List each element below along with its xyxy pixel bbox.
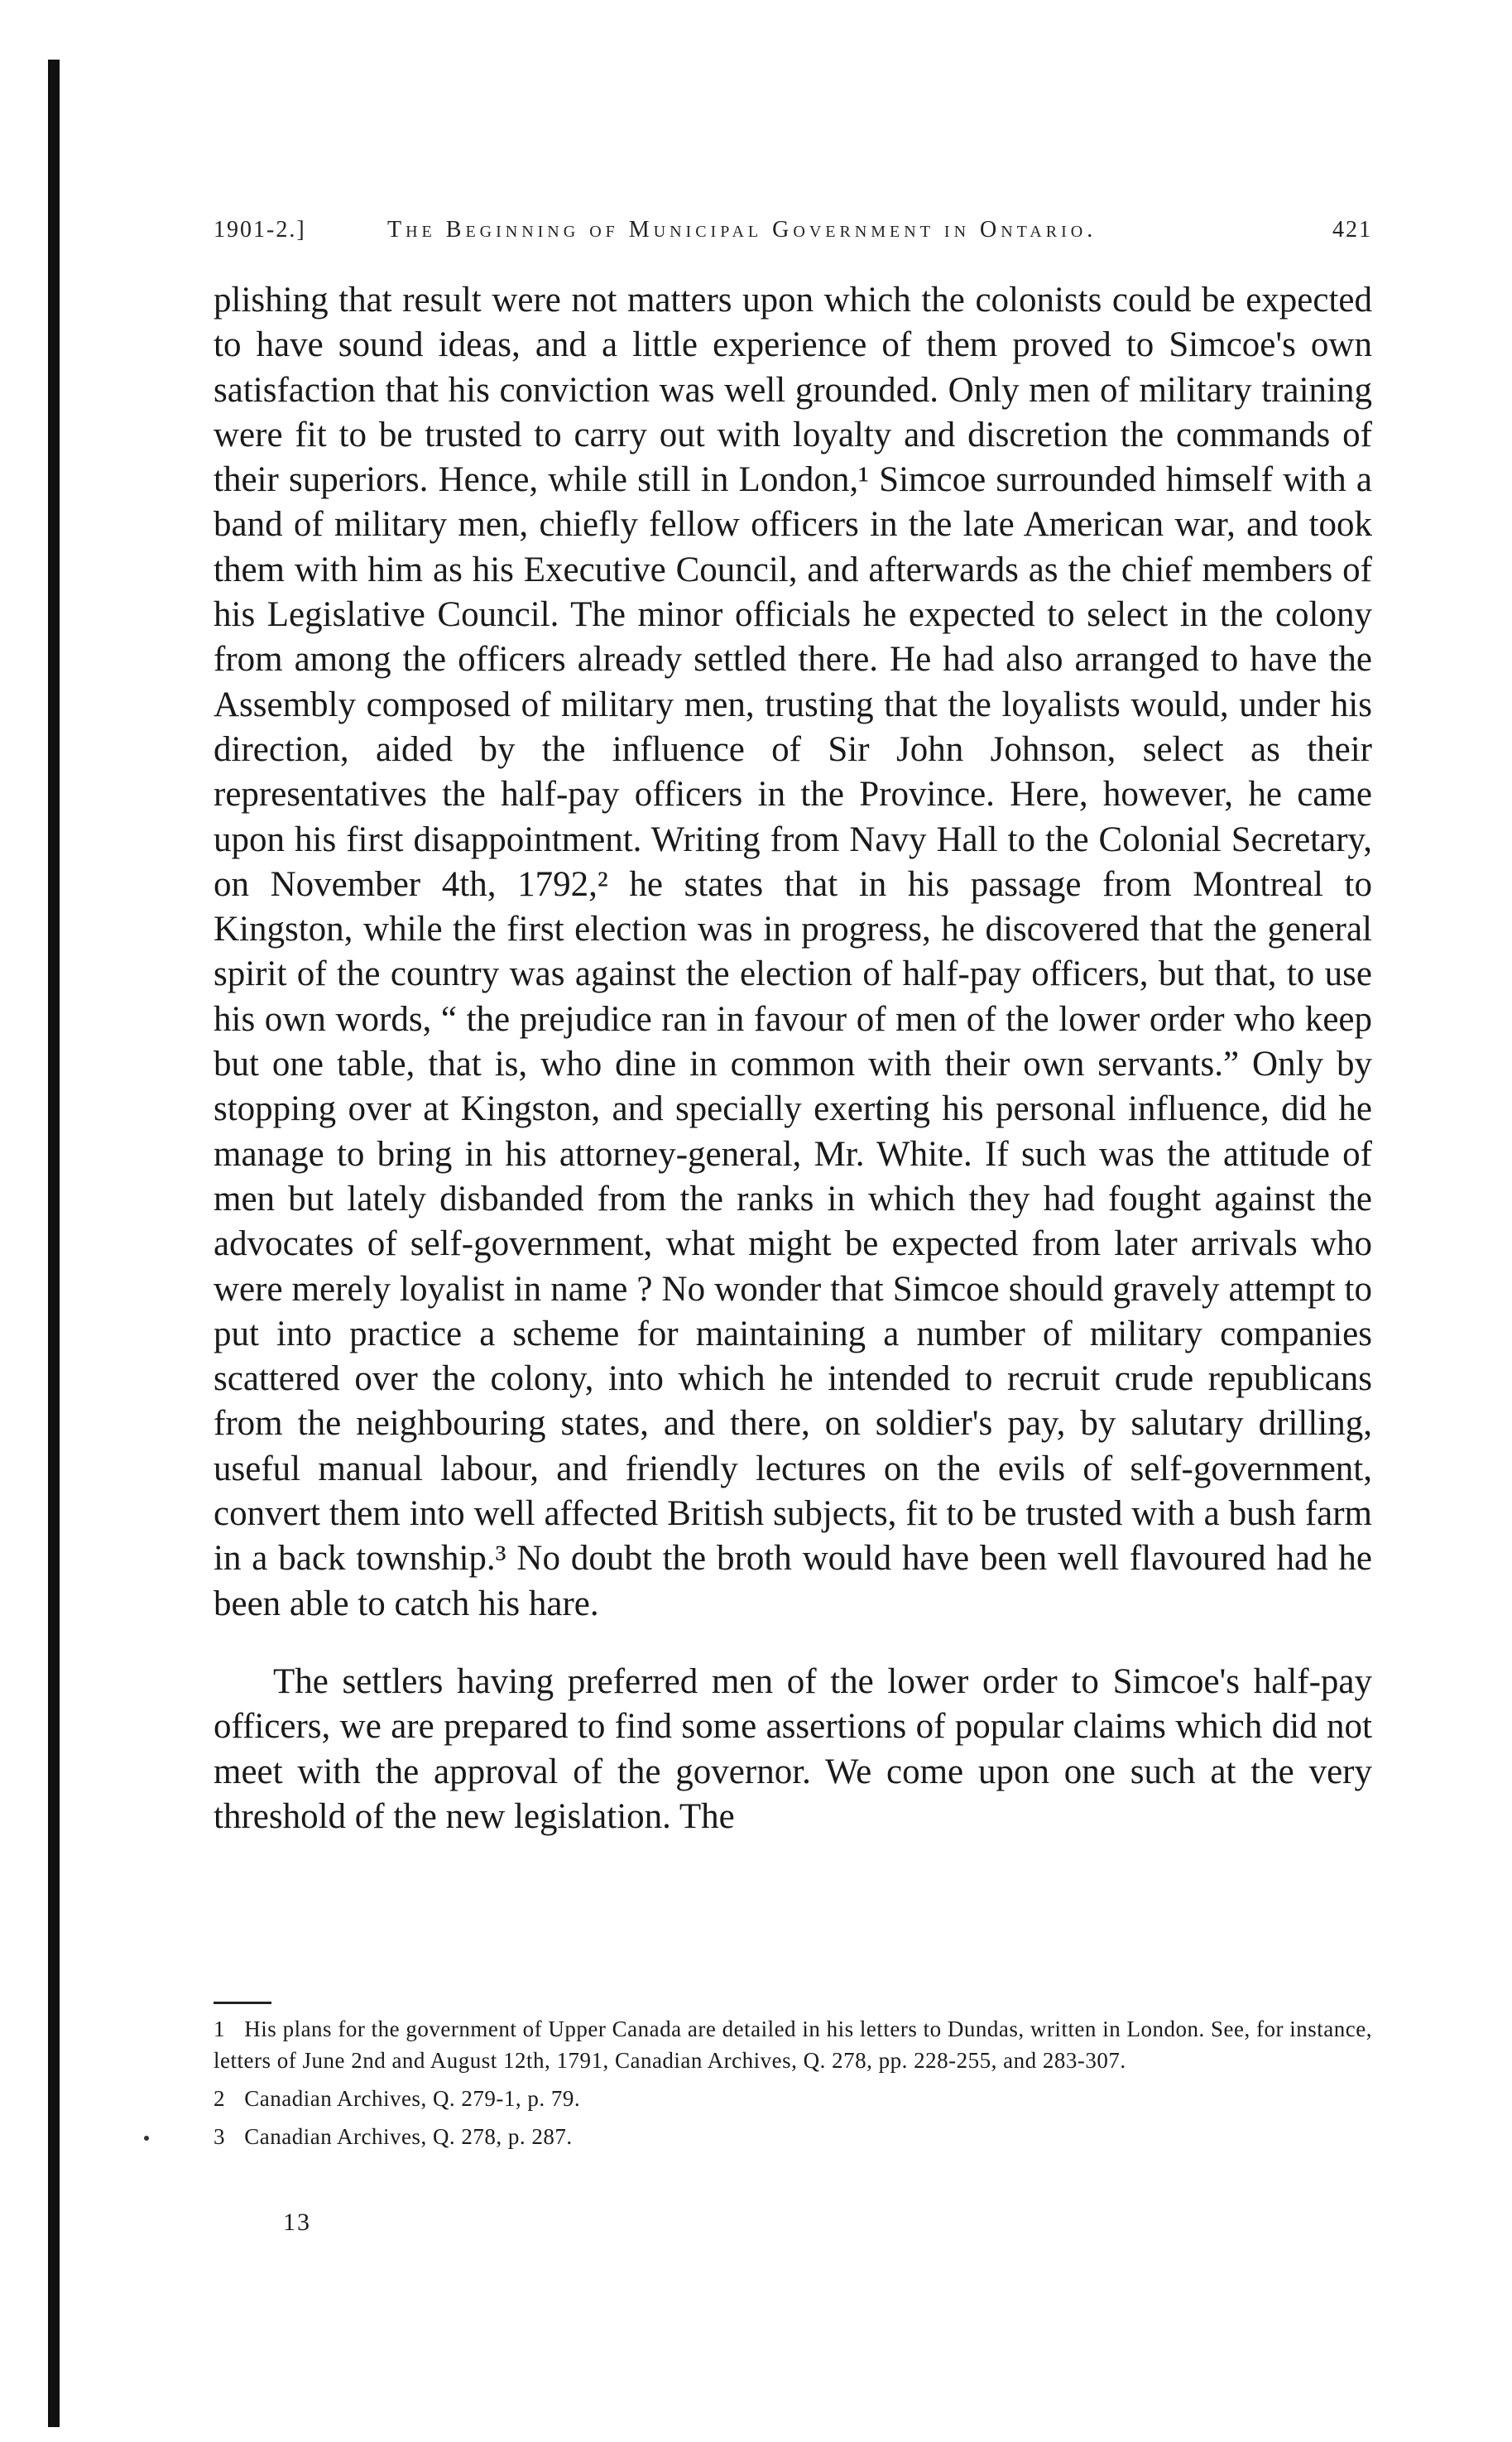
running-head [214, 217, 1372, 250]
footnote-1 [214, 2013, 1372, 2076]
footnote-number: 1 [214, 2017, 225, 2041]
running-head-title: The Beginning of Municipal Government in Ontario. [387, 217, 1097, 243]
paragraph-1: plishing that result were not matters upon which the colonists could be expected to have sound ideas, and a little experience of them proved to Simcoe's own satisfaction that his conviction was well grounded. Only men of military training were fit to be trusted to carry out with loyalty and discretion the commands of their superiors. Hence, while still in London,¹ Simcoe surrounded himself with a band of military men, chiefly fellow officers in the late American war, and took them with him as his Executive Council, and afterwards as the chief members of his Legislative Council. The minor officials he expected to select in the colony from among the officers already settled there. He had also arranged to have the Assembly composed of military men, trusting that the loyalists would, under his direction, aided by the influence of Sir John Johnson, select as their representatives the half-pay officers in the Province. Here, however, he came upon his first disappointment. Writing from Navy Hall to the Colonial Secretary, on November 4th, 1792,² he states that in his passage from Montreal to Kingston, while the first election was in progress, he discovered that the general spirit of the country was against the election of half-pay officers, but that, to use his own words, “ the prejudice ran in favour of men of the lower order who keep but one table, that is, who dine in common with their own servants.” Only by stopping over at Kingston, and specially exerting his personal influence, did he manage to bring in his attorney-general, Mr. White. If such was the attitude of men but lately disbanded from the ranks in which they had fought against the advocates of self-government, what might be expected from later arrivals who were merely loyalist in name ? No wonder that Simcoe should gravely attempt to put into practice a scheme for maintaining a number of military companies scattered over the colony, into which he intended to recruit crude republicans from the neighbouring states, and there, on soldier's pay, by salutary drilling, useful manual labour, and friendly lectures on the evils of self-government, convert them into well affected British subjects, fit to be trusted with a bush farm in a back township.³ No doubt the broth would have been well flavoured had he been able to catch his hare. [214, 281, 1372, 1623]
running-head-year: 1901-2.] [214, 217, 306, 243]
footnote-2 [214, 2083, 1372, 2114]
body-text [214, 278, 1372, 1839]
signature-mark: 13 [283, 2209, 311, 2236]
binding-edge [48, 60, 60, 2427]
footnote-3 [214, 2121, 1372, 2152]
footnote-number: 3 [214, 2124, 225, 2149]
ink-speck [144, 2136, 149, 2141]
footnote-text: Canadian Archives, Q. 278, p. 287. [244, 2124, 573, 2149]
footnotes [214, 2013, 1372, 2152]
footnote-text: Canadian Archives, Q. 279-1, p. 79. [244, 2086, 581, 2111]
footnote-text: His plans for the government of Upper Canada are detailed in his letters to Dundas, written in London. See, for instance, letters of June 2nd and August 12th, 1791, Canadian Archives, Q. 278, pp. 228-255, and 283-307. [214, 2017, 1372, 2073]
page-number: 421 [1332, 217, 1372, 243]
footnote-number: 2 [214, 2086, 225, 2111]
paragraph-2: The settlers having preferred men of the lower order to Simcoe's half-pay officers, we are prepared to find some assertions of popular claims which did not meet with the approval of the governor. We come upon one such at the very threshold of the new legislation. The [214, 1661, 1372, 1836]
footnote-rule [214, 2002, 271, 2004]
